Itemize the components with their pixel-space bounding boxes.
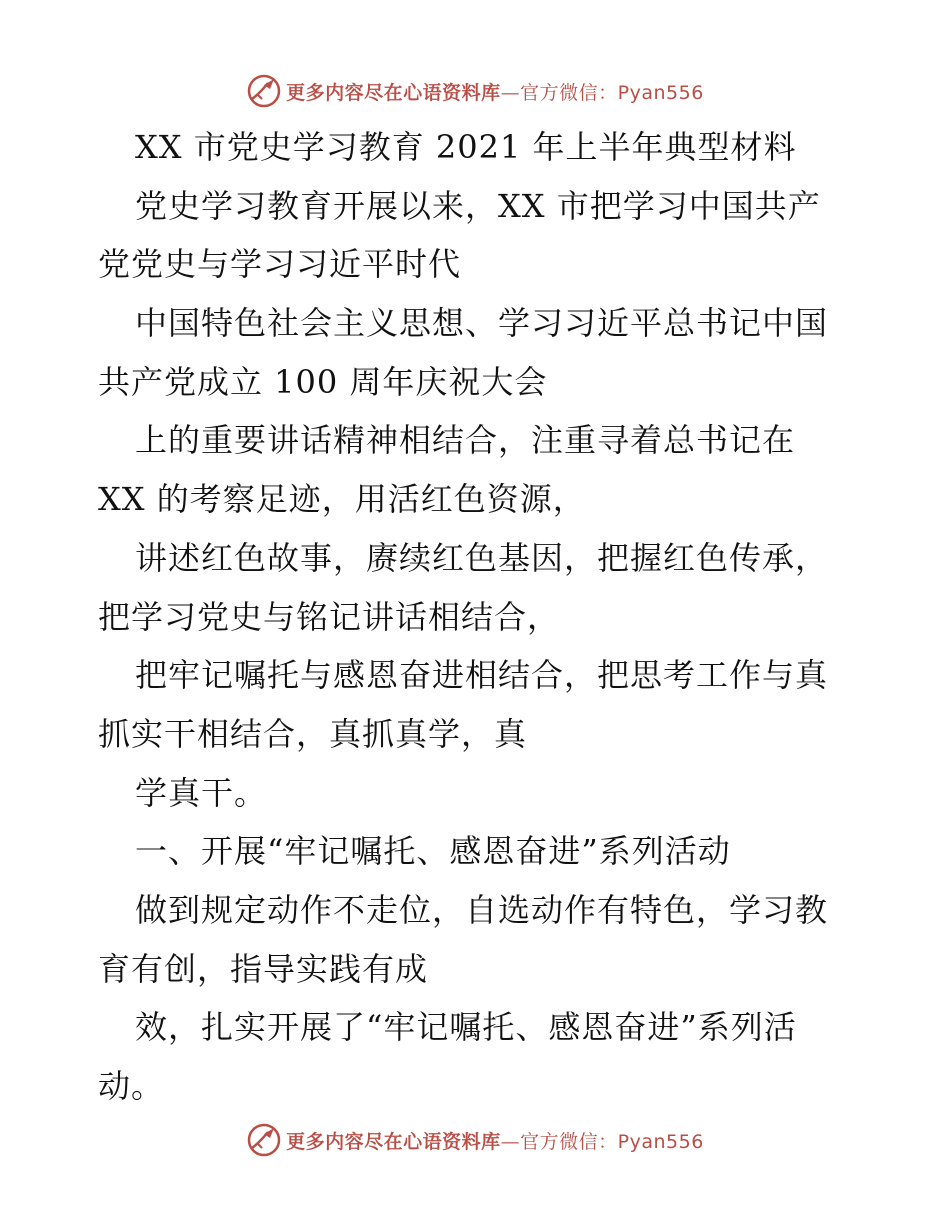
paragraph-line: 动。 xyxy=(98,1067,165,1105)
banner-contact-text: 官方微信：Pyan556 xyxy=(520,81,704,104)
paragraph-line: XX 的考察足迹，用活红色资源， xyxy=(98,480,586,519)
paragraph-line: 上的重要讲话精神相结合，注重寻着总书记在 xyxy=(135,421,796,460)
paragraph-line: 把学习党史与铭记讲话相结合， xyxy=(98,597,561,636)
paragraph-line: 共产党成立 100 周年庆祝大会 xyxy=(98,362,548,401)
banner-text xyxy=(286,78,704,105)
header-banner xyxy=(0,69,950,113)
banner-site-text: 更多内容尽在心语资料库 xyxy=(286,1130,501,1153)
paragraph-line: 学真干。 xyxy=(135,773,268,812)
paragraph-line: 抓实干相结合，真抓真学，真 xyxy=(98,714,528,753)
paragraph-line: 党党史与学习习近平时代 xyxy=(98,245,462,284)
banner-separator: — xyxy=(500,1130,521,1153)
paragraph-line: 把牢记嘱托与感恩奋进相结合，把思考工作与真 xyxy=(135,656,829,695)
document-body xyxy=(98,118,858,1116)
footer-banner xyxy=(0,1118,950,1162)
paragraph-line: 讲述红色故事，赓续红色基因，把握红色传承， xyxy=(135,538,829,577)
paragraph-line: 育有创，指导实践有成 xyxy=(98,949,429,988)
pen-nib-logo-icon xyxy=(246,1122,282,1158)
banner-contact-text: 官方微信：Pyan556 xyxy=(520,1130,704,1153)
banner-text xyxy=(286,1127,704,1154)
document-title: XX 市党史学习教育 2021 年上半年典型材料 xyxy=(135,128,797,166)
paragraph-line: 中国特色社会主义思想、学习习近平总书记中国 xyxy=(135,304,829,343)
paragraph-line: 做到规定动作不走位，自选动作有特色，学习教 xyxy=(135,890,829,929)
section-heading: 一、开展“牢记嘱托、感恩奋进”系列活动 xyxy=(135,832,731,871)
pen-nib-logo-icon xyxy=(246,73,282,109)
banner-site-text: 更多内容尽在心语资料库 xyxy=(286,81,501,104)
banner-separator: — xyxy=(500,81,521,104)
paragraph-line: 党史学习教育开展以来，XX 市把学习中国共产 xyxy=(135,186,821,225)
paragraph-line: 效，扎实开展了“牢记嘱托、感恩奋进”系列活 xyxy=(135,1008,797,1047)
